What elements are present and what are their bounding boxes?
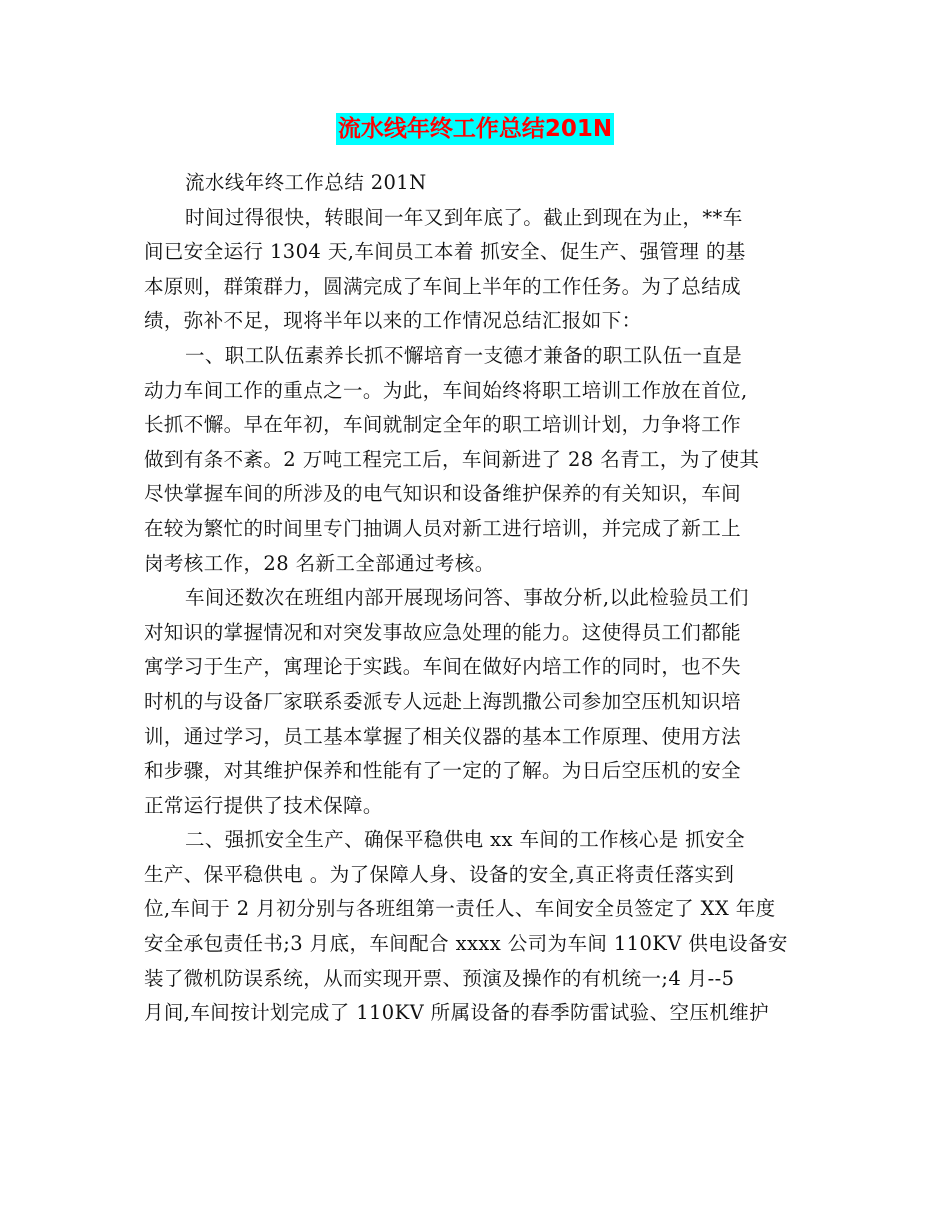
text-line: 长抓不懈。早在年初，车间就制定全年的职工培训计划，力争将工作	[144, 413, 742, 437]
text-line: 在较为繁忙的时间里专门抽调人员对新工进行培训，并完成了新工上	[144, 516, 742, 540]
document-body	[144, 166, 824, 1031]
text-line: 一、职工队伍素养长抓不懈培育一支德才兼备的职工队伍一直是	[185, 343, 743, 367]
text-line: 绩，弥补不足，现将半年以来的工作情况总结汇报如下：	[144, 309, 642, 333]
text-line: 动力车间工作的重点之一。为此，车间始终将职工培训工作放在首位,	[144, 378, 748, 402]
document-title: 流水线年终工作总结201N	[336, 113, 614, 145]
text-line: 对知识的掌握情况和对突发事故应急处理的能力。这使得员工们都能	[144, 620, 742, 644]
text-line: 流水线年终工作总结 201N	[185, 171, 427, 194]
text-line: 岗考核工作，28 名新工全部通过考核。	[144, 551, 495, 575]
text-line: 二、强抓安全生产、确保平稳供电 xx 车间的工作核心是 抓安全	[185, 828, 745, 852]
text-line: 做到有条不紊。2 万吨工程完工后，车间新进了 28 名青工，为了使其	[144, 447, 760, 471]
text-line: 时间过得很快，转眼间一年又到年底了。截止到现在为止，**车	[185, 205, 743, 229]
text-line: 和步骤，对其维护保养和性能有了一定的了解。为日后空压机的安全	[144, 759, 742, 783]
text-line: 车间还数次在班组内部开展现场问答、事故分析,以此检验员工们	[185, 586, 749, 610]
text-line: 本原则，群策群力，圆满完成了车间上半年的工作任务。为了总结成	[144, 274, 742, 298]
text-line: 训，通过学习，员工基本掌握了相关仪器的基本工作原理、使用方法	[144, 724, 742, 748]
text-line: 间已安全运行 1304 天,车间员工本着 抓安全、促生产、强管理 的基	[144, 240, 746, 264]
text-line: 安全承包责任书;3 月底，车间配合 xxxx 公司为车间 110KV 供电设备安	[144, 932, 788, 956]
text-line: 月间,车间按计划完成了 110KV 所属设备的春季防雷试验、空压机维护	[144, 1001, 769, 1025]
text-line: 位,车间于 2 月初分别与各班组第一责任人、车间安全员签定了 XX 年度	[144, 897, 776, 921]
text-line: 装了微机防误系统，从而实现开票、预演及操作的有机统一;4 月--5	[144, 966, 735, 990]
text-line: 时机的与设备厂家联系委派专人远赴上海凯撒公司参加空压机知识培	[144, 689, 742, 713]
title-container	[0, 113, 950, 145]
text-line: 正常运行提供了技术保障。	[144, 793, 383, 817]
text-line: 寓学习于生产，寓理论于实践。车间在做好内培工作的同时，也不失	[144, 655, 742, 679]
text-line: 尽快掌握车间的所涉及的电气知识和设备维护保养的有关知识，车间	[144, 482, 742, 506]
text-line: 生产、保平稳供电 。为了保障人身、设备的安全,真正将责任落实到	[144, 862, 735, 886]
